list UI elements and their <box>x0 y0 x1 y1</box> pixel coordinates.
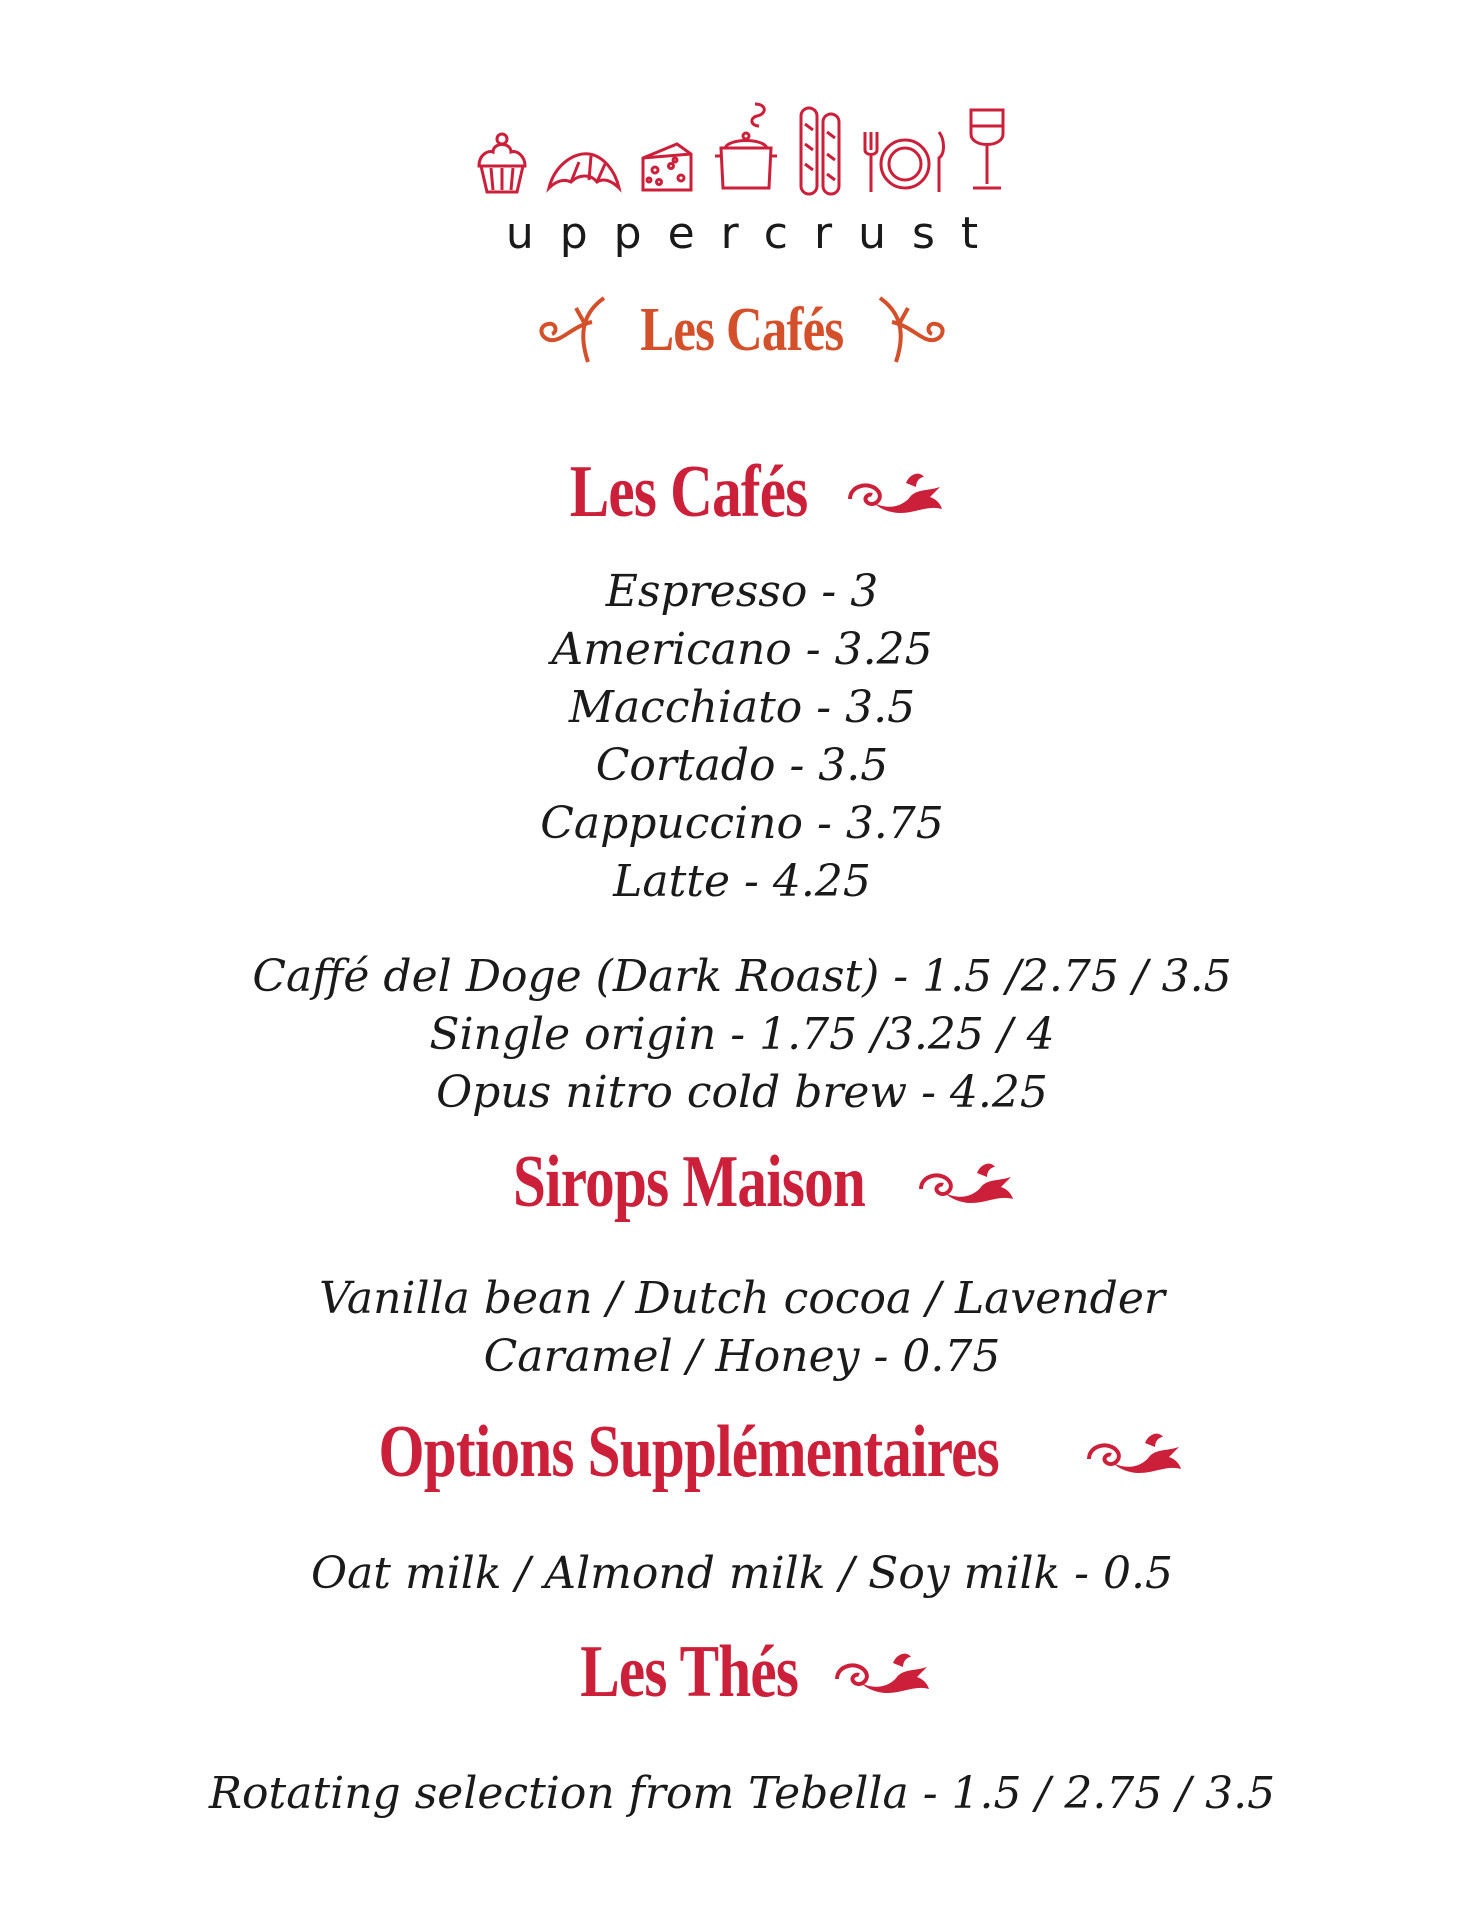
menu-item: Latte - 4.25 <box>613 856 871 907</box>
menu-item: Vanilla bean / Dutch cocoa / Lavender <box>319 1273 1165 1324</box>
cafes-items <box>0 563 1484 911</box>
menu-item: Caramel / Honey - 0.75 <box>483 1331 1001 1382</box>
menu-item: Americano - 3.25 <box>551 624 933 675</box>
croissant-icon <box>545 144 623 196</box>
menu-item: Cortado - 3.5 <box>595 740 889 791</box>
menu-item: Single origin - 1.75 /3.25 / 4 <box>429 1009 1055 1060</box>
cooking-pot-icon <box>711 100 781 196</box>
section-heading-thes <box>0 1630 1484 1715</box>
wine-glass-icon <box>963 104 1011 196</box>
flourish-icon <box>844 463 944 523</box>
menu-item: Rotating selection from Tebella - 1.5 / 2.75 / 3.5 <box>208 1768 1276 1819</box>
cheese-icon <box>637 138 697 196</box>
brand-name: uppercrust <box>505 208 1005 259</box>
section-heading-options <box>0 1410 1484 1495</box>
header-icons <box>0 86 1484 196</box>
baguette-icon <box>795 100 845 196</box>
menu-item: Cappuccino - 3.75 <box>540 798 944 849</box>
menu-item: Caffé del Doge (Dark Roast) - 1.5 /2.75 / 3.5 <box>252 951 1232 1002</box>
cupcake-icon <box>473 132 531 196</box>
flourish-icon <box>1083 1423 1183 1483</box>
banner-title: Les Cafés <box>640 295 844 364</box>
menu-item: Macchiato - 3.5 <box>568 682 916 733</box>
plate-cutlery-icon <box>859 126 949 196</box>
menu-item: Opus nitro cold brew - 4.25 <box>436 1067 1048 1118</box>
section-title: Les Thés <box>580 1631 798 1713</box>
menu-item: Espresso - 3 <box>605 566 879 617</box>
sirops-items <box>0 1270 1484 1386</box>
flourish-icon <box>915 1153 1015 1213</box>
cafes-brews <box>0 948 1484 1122</box>
flourish-icon <box>831 1643 931 1703</box>
menu-item: Oat milk / Almond milk / Soy milk - 0.5 <box>311 1548 1173 1599</box>
section-heading-cafes <box>0 450 1484 535</box>
section-heading-sirops <box>0 1140 1484 1225</box>
section-title: Les Cafés <box>570 451 808 533</box>
section-title: Options Supplémentaires <box>378 1411 1000 1493</box>
flourish-right-icon <box>876 292 952 368</box>
flourish-left-icon <box>532 292 608 368</box>
options-items <box>0 1545 1484 1603</box>
banner <box>0 290 1484 370</box>
thes-items <box>0 1765 1484 1823</box>
section-title: Sirops Maison <box>512 1141 866 1223</box>
